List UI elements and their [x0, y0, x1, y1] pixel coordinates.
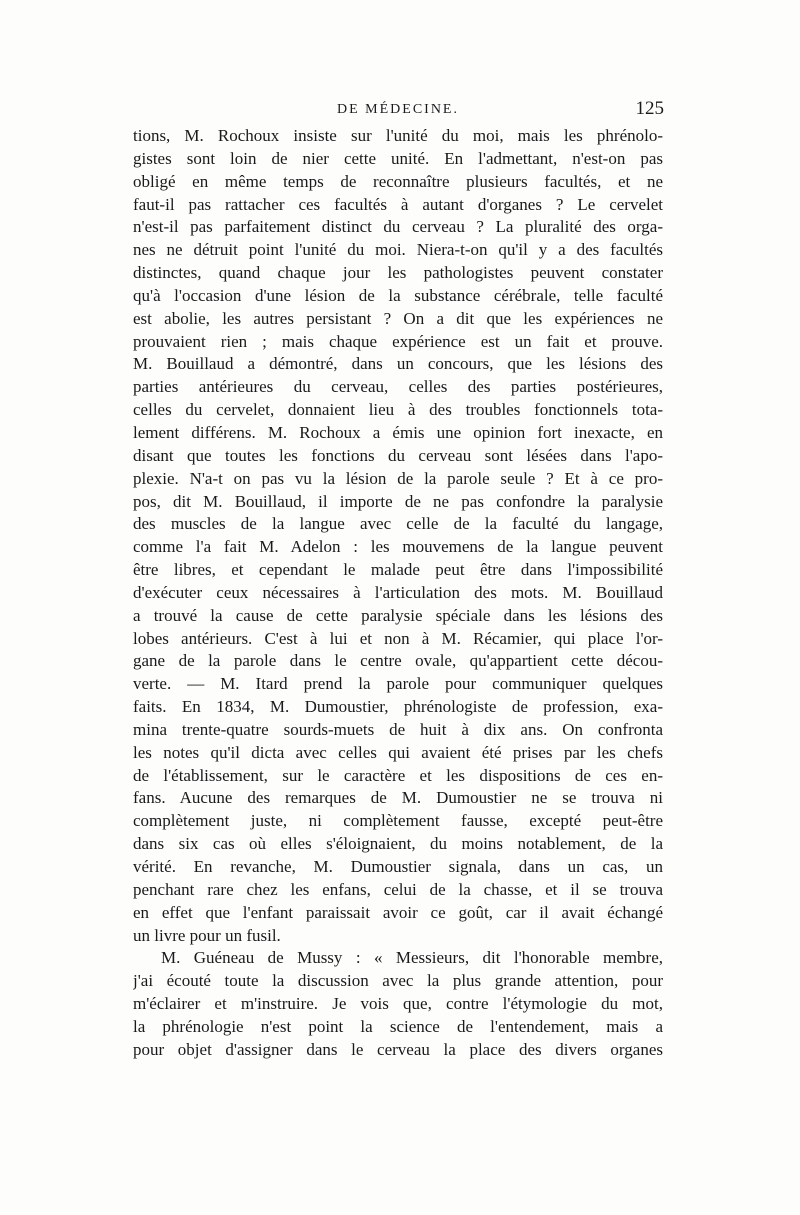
text-line: qu'à l'occasion d'une lésion de la substance cérébrale, telle faculté [133, 285, 663, 305]
text-line: complètement juste, ni complètement fausse, excepté peut-être [133, 811, 663, 831]
text-line: prouvaient rien ; mais chaque expérience est un fait et prouve. [133, 331, 663, 351]
text-line: un livre pour un fusil. [133, 925, 281, 945]
body-text [133, 125, 663, 1062]
text-line: lobes antérieurs. C'est à lui et non à M. Récamier, qui place l'or- [133, 628, 663, 648]
running-head [132, 98, 664, 122]
text-line: plexie. N'a-t on pas vu la lésion de la parole seule ? Et à ce pro- [133, 468, 663, 488]
text-line: j'ai écouté toute la discussion avec la plus grande attention, pour [133, 971, 663, 991]
text-line: vérité. En revanche, M. Dumoustier signala, dans un cas, un [133, 857, 663, 876]
text-line: M. Guéneau de Mussy : « Messieurs, dit l'honorable membre, [161, 948, 663, 968]
text-line: d'exécuter ceux nécessaires à l'articulation des mots. M. Bouillaud [133, 582, 663, 602]
text-line: être libres, et cependant le malade peut être dans l'impossibilité [133, 560, 663, 580]
text-line: fans. Aucune des remarques de M. Dumoustier ne se trouva ni [133, 788, 663, 808]
text-line: gistes sont loin de nier cette unité. En l'admettant, n'est-on pas [133, 148, 663, 168]
text-line: de l'établissement, sur le caractère et les dispositions de ces en- [133, 765, 663, 785]
text-line: est abolie, les autres persistant ? On a dit que les expériences ne [133, 308, 663, 328]
text-line: gane de la parole dans le centre ovale, qu'appartient cette décou- [133, 651, 663, 671]
text-line: pour objet d'assigner dans le cerveau la place des divers organes [133, 1039, 663, 1059]
text-line: les notes qu'il dicta avec celles qui avaient été prises par les chefs [133, 742, 663, 762]
text-line: penchant rare chez les enfans, celui de la chasse, et il se trouva [133, 879, 663, 899]
text-line: verte. — M. Itard prend la parole pour communiquer quelques [133, 674, 663, 694]
text-line: comme l'a fait M. Adelon : les mouvemens de la langue peuvent [133, 537, 663, 557]
text-line: en effet que l'enfant paraissait avoir ce goût, car il avait échangé [133, 902, 663, 922]
text-line: a trouvé la cause de cette paralysie spéciale dans les lésions des [133, 605, 663, 625]
text-line: faut-il pas rattacher ces facultés à autant d'organes ? Le cervelet [133, 194, 663, 214]
text-line: M. Bouillaud a démontré, dans un concours, que les lésions des [133, 354, 663, 374]
text-line: nes ne détruit point l'unité du moi. Niera-t-on qu'il y a des facultés [133, 240, 663, 260]
text-line: m'éclairer et m'instruire. Je vois que, contre l'étymologie du mot, [133, 994, 663, 1014]
text-line: mina trente-quatre sourds-muets de huit à dix ans. On confronta [133, 719, 663, 739]
text-line: pos, dit M. Bouillaud, il importe de ne pas confondre la paralysie [133, 491, 663, 511]
text-line: obligé en même temps de reconnaître plusieurs facultés, et ne [133, 171, 663, 191]
text-line: dans six cas où elles s'éloignaient, du moins notablement, de la [133, 834, 663, 854]
text-line: disant que toutes les fonctions du cerveau sont lésées dans l'apo- [133, 445, 663, 465]
text-line: n'est-il pas parfaitement distinct du cerveau ? La pluralité des orga- [133, 217, 663, 237]
text-line: faits. En 1834, M. Dumoustier, phrénologiste de profession, exa- [133, 697, 663, 717]
text-line: des muscles de la langue avec celle de la faculté du langage, [133, 514, 663, 534]
text-line: parties antérieures du cerveau, celles des parties postérieures, [133, 377, 663, 397]
text-line: la phrénologie n'est point la science de l'entendement, mais a [133, 1016, 663, 1036]
page-number: 125 [635, 98, 664, 119]
text-line: tions, M. Rochoux insiste sur l'unité du moi, mais les phrénolo- [133, 126, 663, 145]
text-line: celles du cervelet, donnaient lieu à des troubles fonctionnels tota- [133, 400, 663, 420]
running-title: DE MÉDECINE. [337, 102, 459, 117]
text-line: distinctes, quand chaque jour les pathologistes peuvent constater [133, 263, 663, 283]
text-line: lement différens. M. Rochoux a émis une opinion fort inexacte, en [133, 422, 663, 442]
